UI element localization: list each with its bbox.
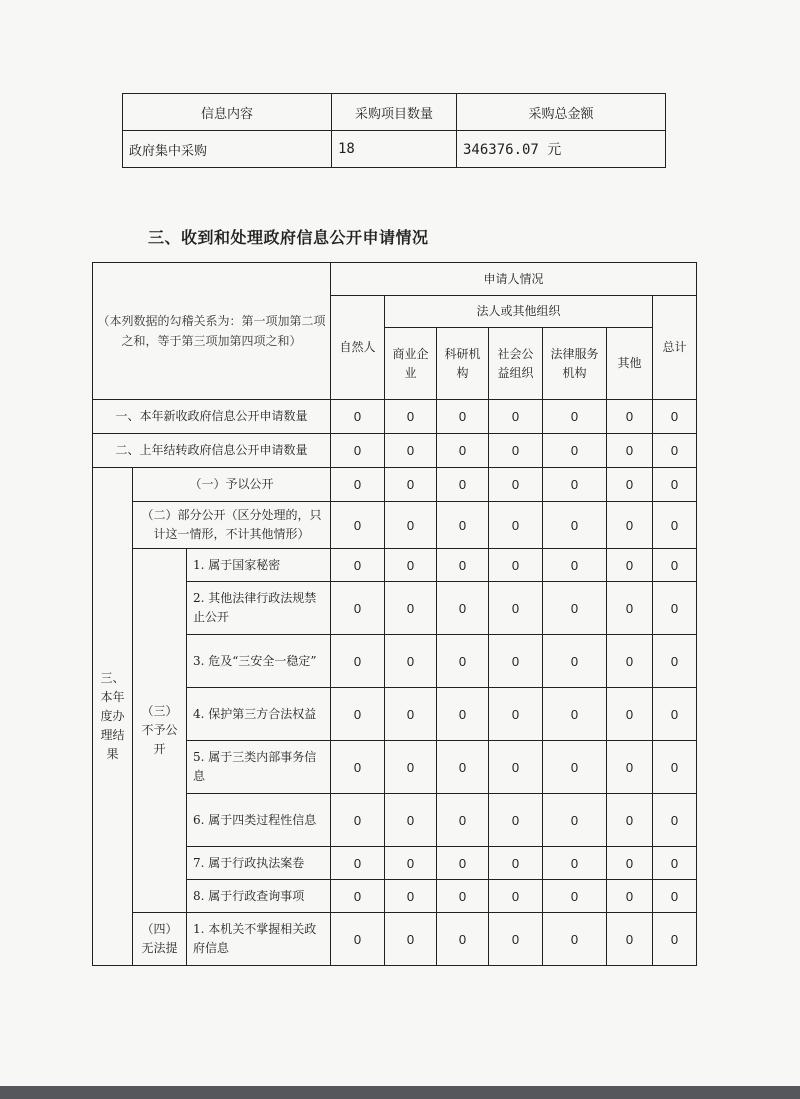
header-project-count: 采购项目数量 [332, 94, 457, 131]
cell-value: 0 [489, 880, 543, 913]
cell-value: 0 [653, 880, 697, 913]
header-row-1 [93, 263, 697, 296]
procurement-data-row [123, 131, 666, 168]
cell-value: 0 [437, 635, 489, 688]
header-total-amount: 采购总金额 [457, 94, 666, 131]
cell-value: 0 [543, 635, 607, 688]
cell-value: 0 [543, 847, 607, 880]
applicant-header: 申请人情况 [331, 263, 697, 296]
cell-value: 0 [543, 913, 607, 966]
col-other: 其他 [607, 328, 653, 400]
cell-value: 0 [607, 741, 653, 794]
procurement-amount: 346376.07 元 [457, 131, 666, 168]
cell-value: 0 [437, 880, 489, 913]
cell-value: 0 [543, 400, 607, 434]
np-item: 1. 属于国家秘密 [187, 549, 331, 582]
cell-value: 0 [607, 794, 653, 847]
cell-value: 0 [607, 502, 653, 549]
table-row [93, 549, 697, 582]
row-partial: （二）部分公开（区分处理的，只计这一情形，不计其他情形） [133, 502, 331, 549]
cell-value: 0 [331, 794, 385, 847]
cell-value: 0 [385, 635, 437, 688]
cell-value: 0 [607, 400, 653, 434]
cell-value: 0 [385, 741, 437, 794]
cell-value: 0 [331, 582, 385, 635]
cell-value: 0 [653, 688, 697, 741]
col-legal-service: 法律服务机构 [543, 328, 607, 400]
row-publish: （一）予以公开 [133, 468, 331, 502]
cell-value: 0 [331, 400, 385, 434]
cell-value: 0 [543, 582, 607, 635]
cell-value: 0 [385, 582, 437, 635]
cell-value: 0 [489, 741, 543, 794]
table-row [93, 400, 697, 434]
table-row [93, 502, 697, 549]
cell-value: 0 [653, 582, 697, 635]
cell-value: 0 [607, 434, 653, 468]
cell-value: 0 [489, 400, 543, 434]
cell-value: 0 [489, 434, 543, 468]
unable-item: 1. 本机关不掌握相关政府信息 [187, 913, 331, 966]
cell-value: 0 [385, 847, 437, 880]
cell-value: 0 [653, 502, 697, 549]
header-info-content: 信息内容 [123, 94, 332, 131]
cell-value: 0 [385, 468, 437, 502]
cell-value: 0 [437, 741, 489, 794]
cell-value: 0 [331, 847, 385, 880]
cell-value: 0 [653, 794, 697, 847]
np-item: 5. 属于三类内部事务信息 [187, 741, 331, 794]
cell-value: 0 [331, 549, 385, 582]
cell-value: 0 [489, 847, 543, 880]
cell-value: 0 [437, 502, 489, 549]
np-item: 8. 属于行政查询事项 [187, 880, 331, 913]
cell-value: 0 [543, 741, 607, 794]
col-research: 科研机构 [437, 328, 489, 400]
cell-value: 0 [331, 688, 385, 741]
np-item: 4. 保护第三方合法权益 [187, 688, 331, 741]
cell-value: 0 [385, 434, 437, 468]
cell-value: 0 [653, 635, 697, 688]
cell-value: 0 [543, 468, 607, 502]
cell-value: 0 [489, 468, 543, 502]
row-carried-over: 二、上年结转政府信息公开申请数量 [93, 434, 331, 468]
cell-value: 0 [489, 688, 543, 741]
col-commercial: 商业企业 [385, 328, 437, 400]
cell-value: 0 [543, 880, 607, 913]
cell-value: 0 [489, 502, 543, 549]
cell-value: 0 [607, 847, 653, 880]
cell-value: 0 [489, 549, 543, 582]
cell-value: 0 [437, 400, 489, 434]
cell-value: 0 [653, 741, 697, 794]
cell-value: 0 [607, 913, 653, 966]
col-social: 社会公益组织 [489, 328, 543, 400]
table-row [93, 913, 697, 966]
cell-value: 0 [331, 434, 385, 468]
cell-value: 0 [385, 794, 437, 847]
cell-value: 0 [607, 635, 653, 688]
table-row [93, 434, 697, 468]
cell-value: 0 [653, 913, 697, 966]
np-item: 6. 属于四类过程性信息 [187, 794, 331, 847]
procurement-label: 政府集中采购 [123, 131, 332, 168]
cell-value: 0 [437, 549, 489, 582]
cell-value: 0 [331, 913, 385, 966]
cell-value: 0 [653, 434, 697, 468]
cell-value: 0 [385, 549, 437, 582]
cell-value: 0 [543, 434, 607, 468]
row-unable: （四）无法提 [133, 913, 187, 966]
cell-value: 0 [489, 635, 543, 688]
cell-value: 0 [607, 549, 653, 582]
cell-value: 0 [607, 688, 653, 741]
np-item: 7. 属于行政执法案卷 [187, 847, 331, 880]
procurement-table [122, 93, 666, 168]
cell-value: 0 [653, 468, 697, 502]
cell-value: 0 [653, 400, 697, 434]
cell-value: 0 [489, 582, 543, 635]
cell-value: 0 [331, 880, 385, 913]
cell-value: 0 [437, 913, 489, 966]
cell-value: 0 [543, 502, 607, 549]
cell-value: 0 [385, 913, 437, 966]
row-not-publish: （三）不予公开 [133, 549, 187, 913]
cell-value: 0 [543, 688, 607, 741]
application-table [92, 262, 697, 966]
col-total: 总计 [653, 296, 697, 400]
cell-value: 0 [437, 794, 489, 847]
legal-org-header: 法人或其他组织 [385, 296, 653, 328]
cell-value: 0 [607, 468, 653, 502]
cell-value: 0 [489, 913, 543, 966]
procurement-count: 18 [332, 131, 457, 168]
cell-value: 0 [331, 635, 385, 688]
np-item: 3. 危及“三安全一稳定” [187, 635, 331, 688]
cell-value: 0 [543, 549, 607, 582]
cell-value: 0 [489, 794, 543, 847]
cell-value: 0 [437, 434, 489, 468]
cell-value: 0 [385, 502, 437, 549]
cell-value: 0 [385, 400, 437, 434]
checksum-note: （本列数据的勾稽关系为：第一项加第二项之和，等于第三项加第四项之和） [93, 263, 331, 400]
cell-value: 0 [543, 794, 607, 847]
np-item: 2. 其他法律行政法规禁止公开 [187, 582, 331, 635]
cell-value: 0 [653, 549, 697, 582]
procurement-header-row [123, 94, 666, 131]
cell-value: 0 [653, 847, 697, 880]
cell-value: 0 [437, 688, 489, 741]
cell-value: 0 [385, 880, 437, 913]
cell-value: 0 [437, 847, 489, 880]
cell-value: 0 [437, 582, 489, 635]
bottom-edge [0, 1086, 800, 1099]
cell-value: 0 [437, 468, 489, 502]
section3-label: 三、本年度办理结果 [93, 468, 133, 966]
cell-value: 0 [331, 741, 385, 794]
cell-value: 0 [331, 468, 385, 502]
cell-value: 0 [385, 688, 437, 741]
row-new-applications: 一、本年新收政府信息公开申请数量 [93, 400, 331, 434]
section-title: 三、收到和处理政府信息公开申请情况 [148, 228, 429, 247]
cell-value: 0 [331, 502, 385, 549]
table-row [93, 468, 697, 502]
cell-value: 0 [607, 880, 653, 913]
col-natural-person: 自然人 [331, 296, 385, 400]
cell-value: 0 [607, 582, 653, 635]
